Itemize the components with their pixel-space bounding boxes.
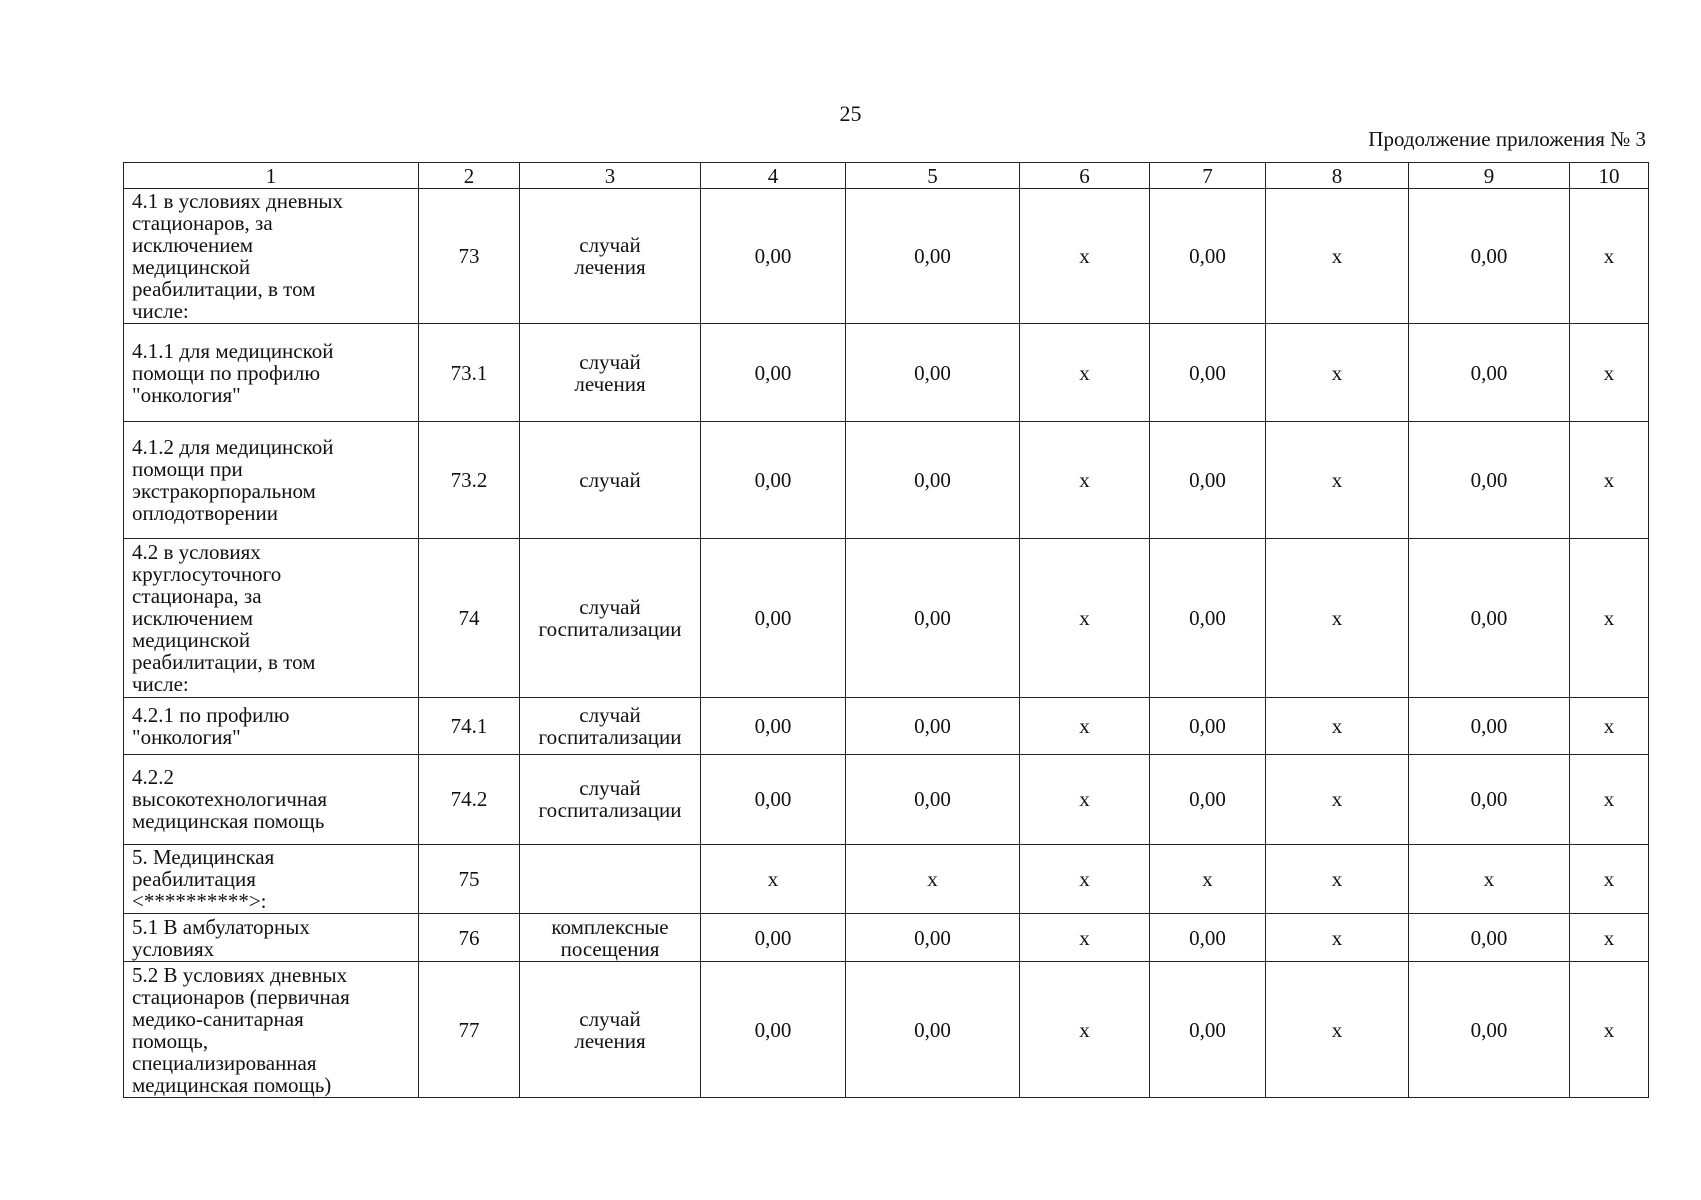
row-label-text: 4.2 в условиях круглосуточного стационара, за исключением медицинской реабилитации, в том числе: <box>132 539 316 696</box>
row-label <box>124 189 419 324</box>
column-number-4: 4 <box>701 163 846 189</box>
row-label <box>124 962 419 1098</box>
table-row <box>124 962 1649 1098</box>
cell-value: 0,00 <box>754 243 792 268</box>
cell-value: 0,00 <box>1189 468 1226 493</box>
column-number-10: 10 <box>1570 163 1649 189</box>
cell-value: 0,00 <box>754 713 792 738</box>
table-cell <box>1570 755 1649 844</box>
row-label <box>124 913 419 961</box>
cell-value: x <box>1079 713 1090 738</box>
row-label-text: 4.2.2 высокотехнологичная медицинская помощь <box>132 765 327 834</box>
table-cell <box>1150 913 1266 961</box>
row-label <box>124 422 419 539</box>
cell-value: случай лечения <box>574 232 646 279</box>
cell-value: 0,00 <box>1189 1017 1226 1042</box>
table-cell <box>1266 189 1409 324</box>
cell-value: случай <box>579 468 641 493</box>
table-cell <box>1020 844 1150 913</box>
cell-value: x <box>1331 243 1343 268</box>
cell-value: 0,00 <box>1470 925 1508 950</box>
table-header-row <box>124 163 1649 189</box>
table-cell <box>1409 189 1570 324</box>
row-label-text: 5.2 В условиях дневных стационаров (первичная медико-санитарная помощь, специализированная медицинская помощь) <box>132 962 350 1097</box>
cell-value: случай лечения <box>574 349 646 396</box>
column-number-7: 7 <box>1150 163 1266 189</box>
cell-value: 0,00 <box>1470 1017 1508 1042</box>
cell-value: случай лечения <box>574 1006 646 1053</box>
table-cell <box>1570 962 1649 1098</box>
cell-value: x <box>1331 468 1343 493</box>
table-cell <box>520 962 701 1098</box>
table-cell <box>701 422 846 539</box>
row-label-text: 4.1.1 для медицинской помощи по профилю "онкология" <box>132 338 334 407</box>
table-row <box>124 323 1649 422</box>
cell-value: x <box>1603 787 1615 812</box>
appendix-continuation-label: Продолжение приложения № 3 <box>1368 127 1646 151</box>
row-label-text: 5.1 В амбулаторных условиях <box>132 914 310 961</box>
table-cell <box>701 323 846 422</box>
table-cell <box>701 755 846 844</box>
table-cell <box>1020 189 1150 324</box>
table-cell <box>1409 697 1570 754</box>
cell-value: x <box>1603 866 1615 891</box>
table-cell <box>1409 755 1570 844</box>
cell-value: x <box>1603 360 1615 385</box>
table-cell <box>1150 189 1266 324</box>
cell-value: 0,00 <box>754 468 792 493</box>
cell-value: 73.2 <box>450 468 488 493</box>
table-cell <box>1020 913 1150 961</box>
cell-value: x <box>1079 866 1090 891</box>
cell-value: x <box>1079 243 1090 268</box>
table-row <box>124 755 1649 844</box>
table-cell <box>520 913 701 961</box>
cell-value: 0,00 <box>1189 243 1226 268</box>
table-cell <box>419 422 520 539</box>
table-cell <box>1409 913 1570 961</box>
cell-value: 74.1 <box>450 713 488 738</box>
cell-value: 77 <box>458 1017 480 1042</box>
cell-value: 0,00 <box>914 713 951 738</box>
page-number: 25 <box>839 101 862 126</box>
cell-value: 0,00 <box>914 243 951 268</box>
cell-value: случай госпитализации <box>538 702 682 749</box>
cell-value: x <box>1079 1017 1090 1042</box>
cell-value: 74 <box>458 605 480 630</box>
cell-value: x <box>1603 468 1615 493</box>
table-cell <box>1570 538 1649 697</box>
row-label <box>124 755 419 844</box>
table-cell <box>1570 323 1649 422</box>
table-cell <box>1020 755 1150 844</box>
table-cell <box>1020 538 1150 697</box>
cell-value: 0,00 <box>1470 787 1508 812</box>
table-cell <box>701 844 846 913</box>
table-cell <box>1150 844 1266 913</box>
row-label-text: 4.1 в условиях дневных стационаров, за исключением медицинской реабилитации, в том числе: <box>132 188 344 323</box>
table-cell <box>1266 697 1409 754</box>
table-cell <box>419 844 520 913</box>
table-cell <box>520 844 701 913</box>
cell-value: x <box>1079 787 1090 812</box>
table-cell <box>419 697 520 754</box>
table-cell <box>520 323 701 422</box>
table-cell <box>1266 913 1409 961</box>
row-label <box>124 697 419 754</box>
table-cell <box>1570 422 1649 539</box>
cell-value: x <box>1331 787 1343 812</box>
row-label-text: 5. Медицинская реабилитация <**********>: <box>132 844 275 913</box>
table-cell <box>701 538 846 697</box>
table-row <box>124 913 1649 961</box>
table-row <box>124 697 1649 754</box>
table-cell <box>1409 422 1570 539</box>
cell-value: x <box>1331 713 1343 738</box>
table-cell <box>1570 697 1649 754</box>
table-cell <box>419 962 520 1098</box>
table-row <box>124 538 1649 697</box>
column-number-5: 5 <box>846 163 1020 189</box>
table-cell <box>520 755 701 844</box>
cell-value: 0,00 <box>1470 713 1508 738</box>
table-cell <box>1266 422 1409 539</box>
table-cell <box>1570 844 1649 913</box>
row-label <box>124 844 419 913</box>
table-cell <box>1409 962 1570 1098</box>
cell-value: x <box>1331 925 1343 950</box>
table-cell <box>1020 422 1150 539</box>
cell-value: 76 <box>458 925 480 950</box>
cell-value: 0,00 <box>754 1017 792 1042</box>
table-cell <box>1409 844 1570 913</box>
table-cell <box>1409 323 1570 422</box>
cell-value: случай госпитализации <box>538 776 682 823</box>
cell-value: комплексные посещения <box>551 914 669 961</box>
table-cell <box>1570 189 1649 324</box>
column-number-1: 1 <box>124 163 419 189</box>
table-cell <box>846 422 1020 539</box>
data-table <box>123 162 1649 1098</box>
column-number-6: 6 <box>1020 163 1150 189</box>
cell-value: 0,00 <box>1189 360 1226 385</box>
cell-value: x <box>1079 360 1090 385</box>
table-cell <box>1570 913 1649 961</box>
cell-value: x <box>1331 866 1343 891</box>
cell-value: 0,00 <box>914 1017 951 1042</box>
column-number-9: 9 <box>1409 163 1570 189</box>
cell-value: 0,00 <box>914 925 951 950</box>
cell-value: 0,00 <box>1189 713 1226 738</box>
table-cell <box>701 962 846 1098</box>
table-cell <box>846 844 1020 913</box>
row-label <box>124 538 419 697</box>
column-number-8: 8 <box>1266 163 1409 189</box>
table-cell <box>846 962 1020 1098</box>
cell-value: 0,00 <box>914 468 951 493</box>
table-cell <box>846 538 1020 697</box>
table-cell <box>846 755 1020 844</box>
table-cell <box>1020 697 1150 754</box>
table-cell <box>520 189 701 324</box>
table-cell <box>419 755 520 844</box>
table-row <box>124 422 1649 539</box>
cell-value: x <box>1079 925 1090 950</box>
table-cell <box>846 189 1020 324</box>
cell-value: 0,00 <box>914 360 951 385</box>
cell-value: x <box>1079 468 1090 493</box>
cell-value: 0,00 <box>754 605 792 630</box>
table-cell <box>419 189 520 324</box>
cell-value: 0,00 <box>754 360 792 385</box>
table-cell <box>520 697 701 754</box>
table-cell <box>701 913 846 961</box>
cell-value: x <box>1483 866 1495 891</box>
table-cell <box>419 913 520 961</box>
cell-value: 0,00 <box>914 787 951 812</box>
table-row <box>124 189 1649 324</box>
table-cell <box>419 538 520 697</box>
cell-value: x <box>767 866 779 891</box>
table-cell <box>1020 323 1150 422</box>
table-cell <box>520 422 701 539</box>
column-number-3: 3 <box>520 163 701 189</box>
cell-value: x <box>1603 243 1615 268</box>
row-label-text: 4.1.2 для медицинской помощи при экстракорпоральном оплодотворении <box>132 435 334 526</box>
table-cell <box>701 697 846 754</box>
cell-value: x <box>927 866 938 891</box>
cell-value: x <box>1331 360 1343 385</box>
cell-value: 74.2 <box>450 787 488 812</box>
cell-value: 0,00 <box>1470 243 1508 268</box>
table-cell <box>1150 323 1266 422</box>
table-cell <box>846 913 1020 961</box>
row-label-text: 4.2.1 по профилю "онкология" <box>132 702 290 749</box>
cell-value: 0,00 <box>1470 468 1508 493</box>
cell-value: случай госпитализации <box>538 594 682 641</box>
table-cell <box>846 697 1020 754</box>
table-cell <box>1150 755 1266 844</box>
table-cell <box>701 189 846 324</box>
cell-value: 0,00 <box>1189 787 1226 812</box>
table-cell <box>846 323 1020 422</box>
table-cell <box>419 323 520 422</box>
cell-value: 0,00 <box>1470 360 1508 385</box>
column-number-2: 2 <box>419 163 520 189</box>
cell-value: x <box>1603 713 1615 738</box>
cell-value: x <box>1603 605 1615 630</box>
table-cell <box>1266 844 1409 913</box>
table-row <box>124 844 1649 913</box>
table-cell <box>1150 422 1266 539</box>
cell-value: 0,00 <box>754 787 792 812</box>
cell-value: x <box>1603 1017 1615 1042</box>
cell-value: 0,00 <box>754 925 792 950</box>
cell-value: 73.1 <box>450 360 488 385</box>
table-cell <box>1150 538 1266 697</box>
cell-value: 75 <box>458 866 480 891</box>
table-cell <box>1020 962 1150 1098</box>
cell-value: 0,00 <box>1189 925 1226 950</box>
row-label <box>124 323 419 422</box>
cell-value: 73 <box>458 243 480 268</box>
table-cell <box>1150 962 1266 1098</box>
table-cell <box>1150 697 1266 754</box>
cell-value: x <box>1079 605 1090 630</box>
table-cell <box>1266 755 1409 844</box>
cell-value: x <box>1331 1017 1343 1042</box>
cell-value: x <box>1331 605 1343 630</box>
cell-value: x <box>1202 866 1213 891</box>
cell-value: 0,00 <box>914 605 951 630</box>
table-cell <box>1266 962 1409 1098</box>
table-cell <box>1266 538 1409 697</box>
cell-value: x <box>1603 925 1615 950</box>
cell-value: 0,00 <box>1470 605 1508 630</box>
table-cell <box>520 538 701 697</box>
table-cell <box>1409 538 1570 697</box>
cell-value: 0,00 <box>1189 605 1226 630</box>
table-cell <box>1266 323 1409 422</box>
